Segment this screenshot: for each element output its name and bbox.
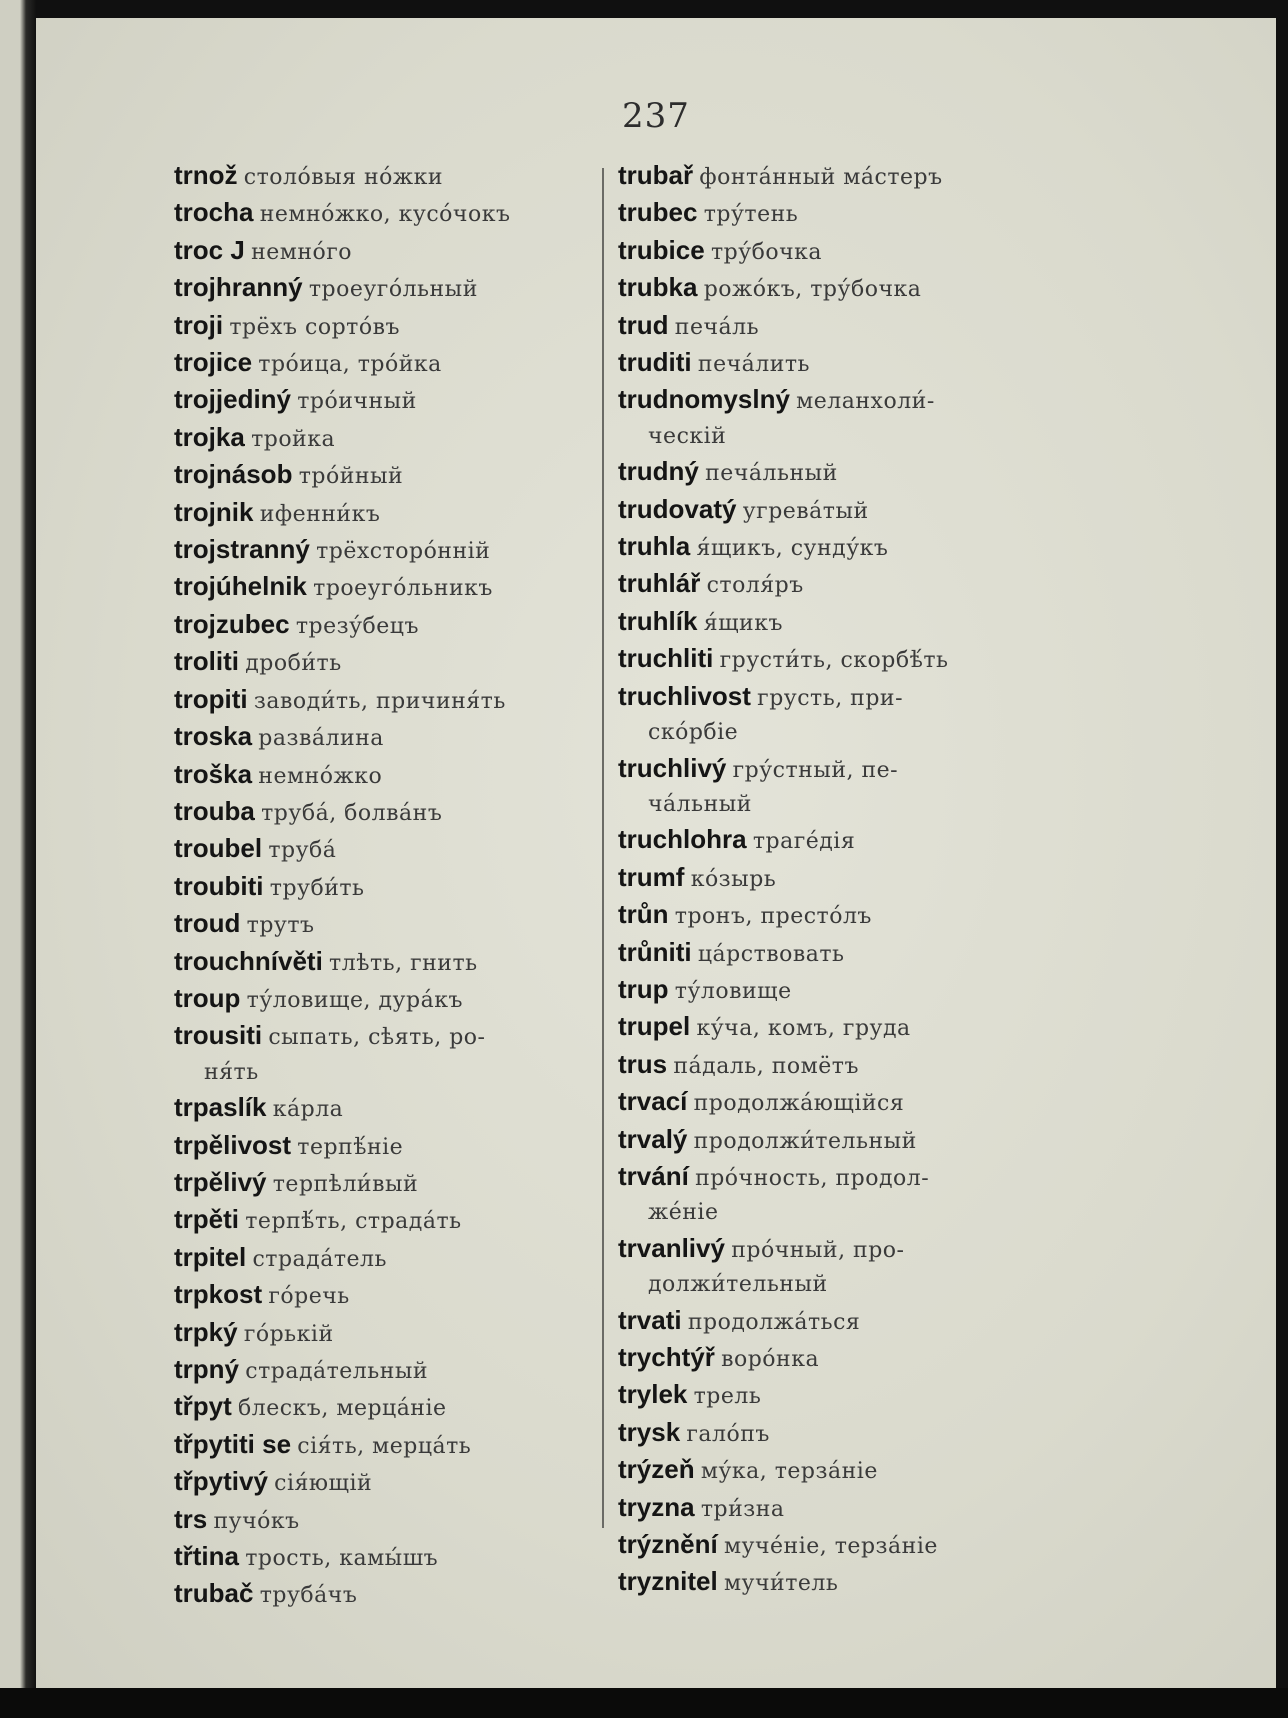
dictionary-entry [618, 860, 1078, 897]
dictionary-entry [174, 195, 626, 232]
dictionary-entry [618, 679, 1078, 751]
entry-translation: трутъ [246, 913, 315, 939]
entry-headword: trysk [618, 1416, 681, 1447]
dictionary-entry [618, 641, 1078, 678]
entry-headword: třpytiti se [174, 1428, 292, 1459]
dictionary-entry [174, 382, 626, 419]
dictionary-entry [618, 1415, 1078, 1452]
entry-translation-continuation: ско́рбіе [648, 720, 739, 746]
column-divider [602, 168, 604, 1528]
entry-translation-continuation: ча́льный [648, 791, 752, 817]
entry-headword: truchlivý [618, 752, 727, 783]
entry-translation: я́щикъ [703, 610, 783, 636]
dictionary-entry [618, 897, 1078, 934]
entry-headword: troška [174, 758, 253, 789]
entry-headword: trojjediný [174, 384, 292, 415]
entry-headword: trojnásob [174, 459, 293, 490]
dictionary-entry [174, 569, 626, 606]
dictionary-entry [174, 233, 626, 270]
entry-headword: trojstranný [174, 534, 310, 565]
entry-headword: trojnik [174, 496, 254, 527]
page-number: 237 [622, 96, 690, 136]
dictionary-entry [174, 869, 626, 906]
dictionary-entry [174, 1502, 626, 1539]
entry-translation: печа́лить [697, 352, 811, 378]
entry-translation: я́щикъ, сунду́къ [696, 536, 889, 562]
right-column [618, 158, 1078, 1602]
entry-translation: гало́пъ [686, 1421, 770, 1447]
dictionary-entry [618, 1452, 1078, 1489]
entry-headword: trojhranný [174, 272, 303, 303]
entry-headword: truhla [618, 531, 691, 562]
entry-translation: траге́дія [752, 829, 856, 855]
entry-translation: немно́жко, кусо́чокъ [259, 202, 511, 228]
entry-headword: trs [174, 1503, 208, 1534]
dictionary-entry [618, 935, 1078, 972]
dictionary-entry [618, 233, 1078, 270]
dictionary-entry [174, 1018, 626, 1090]
entry-translation: пучо́къ [213, 1508, 300, 1534]
entry-headword: trubec [618, 197, 698, 228]
entry-translation: заводи́ть, причиня́ть [253, 688, 506, 714]
dictionary-entry [618, 1084, 1078, 1121]
entry-headword: trpkost [174, 1279, 263, 1310]
entry-headword: troliti [174, 646, 239, 677]
entry-translation: разва́лина [258, 726, 384, 752]
entry-headword: truchliti [618, 643, 714, 674]
entry-translation: ту́ловище, дура́къ [246, 987, 463, 1013]
entry-translation: тру́тень [703, 202, 799, 228]
dictionary-entry [174, 345, 626, 382]
binding-edge [0, 0, 36, 1718]
entry-translation: труби́ть [269, 875, 365, 901]
dictionary-entry [174, 1090, 626, 1127]
dictionary-entry [618, 308, 1078, 345]
dictionary-entry [174, 719, 626, 756]
dictionary-entry [174, 1576, 626, 1613]
entry-headword: trudný [618, 456, 699, 487]
dictionary-entry [174, 607, 626, 644]
entry-translation: сія́ющій [274, 1471, 373, 1497]
dictionary-entry [618, 1564, 1078, 1601]
entry-headword: trvací [618, 1086, 688, 1117]
entry-translation: трель [693, 1384, 762, 1410]
entry-headword: truhlík [618, 605, 698, 636]
entry-translation: трость, камы́шъ [245, 1546, 439, 1572]
entry-headword: troup [174, 982, 241, 1013]
entry-headword: trvání [618, 1160, 689, 1191]
dictionary-entry [174, 944, 626, 981]
entry-headword: trumf [618, 861, 685, 892]
dictionary-entry [618, 566, 1078, 603]
dictionary-entry [618, 529, 1078, 566]
entry-headword: trocha [174, 197, 254, 228]
entry-translation: ту́ловище [674, 978, 792, 1004]
dictionary-entry [618, 1340, 1078, 1377]
dictionary-entry [618, 751, 1078, 823]
entry-translation: сыпать, сѣять, ро- [268, 1025, 486, 1051]
entry-headword: trpělivý [174, 1166, 267, 1197]
entry-headword: trojice [174, 347, 253, 378]
entry-headword: třpyt [174, 1391, 232, 1422]
entry-headword: trouba [174, 795, 255, 826]
entry-headword: trup [618, 973, 669, 1004]
dictionary-entry [618, 604, 1078, 641]
bottom-edge [0, 1688, 1288, 1718]
entry-translation: про́чность, продол- [695, 1165, 930, 1191]
entry-headword: trubař [618, 160, 694, 190]
entry-translation: троеуго́льный [308, 277, 478, 303]
entry-translation: па́даль, помётъ [673, 1053, 859, 1079]
entry-headword: trpný [174, 1354, 239, 1384]
dictionary-entry [174, 1128, 626, 1165]
entry-headword: trudnomyslný [618, 384, 790, 415]
entry-headword: trus [618, 1048, 668, 1079]
dictionary-entry [174, 831, 626, 868]
dictionary-entry [174, 457, 626, 494]
dictionary-entry [618, 1047, 1078, 1084]
entry-headword: truditi [618, 347, 692, 378]
entry-translation: труба́, болва́нъ [261, 800, 443, 826]
entry-translation: немно́го [251, 239, 353, 265]
dictionary-entry [174, 308, 626, 345]
entry-headword: troubiti [174, 870, 264, 901]
entry-translation: ца́рствовать [697, 941, 845, 967]
entry-translation: терпѣ́ть, страда́ть [245, 1209, 462, 1235]
entry-headword: trousiti [174, 1020, 263, 1051]
entry-translation: немно́жко [258, 763, 383, 789]
entry-translation: ка́рла [272, 1097, 344, 1123]
dictionary-entry [174, 1389, 626, 1426]
entry-translation: три́зна [700, 1496, 785, 1522]
entry-translation: угрева́тый [742, 498, 869, 524]
entry-headword: tryznitel [618, 1566, 718, 1597]
entry-translation: тро́йный [298, 464, 404, 490]
entry-headword: troc J [174, 234, 245, 265]
entry-translation: грусти́ть, скорбѣ́ть [719, 648, 949, 674]
dictionary-entry [618, 1122, 1078, 1159]
dictionary-entry [618, 345, 1078, 382]
entry-translation: воро́нка [721, 1347, 820, 1372]
dictionary-entry [174, 682, 626, 719]
entry-headword: trojka [174, 421, 245, 452]
entry-headword: troud [174, 908, 241, 939]
dictionary-entry [618, 270, 1078, 307]
entry-translation: фонта́нный ма́стеръ [699, 165, 943, 190]
dictionary-entry [174, 1277, 626, 1314]
entry-headword: tropiti [174, 683, 248, 714]
entry-translation: столя́ръ [706, 573, 804, 599]
entry-headword: trnož [174, 160, 238, 190]
entry-headword: trud [618, 309, 669, 340]
entry-translation: печа́льный [705, 461, 838, 487]
dictionary-entry [174, 644, 626, 681]
entry-headword: troubel [174, 833, 263, 864]
entry-headword: trvati [618, 1304, 682, 1335]
entry-translation: муче́ніе, терза́ніе [723, 1534, 938, 1560]
entry-headword: trubka [618, 272, 698, 303]
entry-headword: trupel [618, 1011, 691, 1042]
entry-headword: troji [174, 309, 224, 340]
entry-translation: труба́чъ [259, 1583, 358, 1609]
entry-translation: терпѣли́вый [272, 1171, 419, 1197]
entry-translation: тру́бочка [710, 239, 823, 265]
entry-translation-continuation: же́ніе [648, 1200, 719, 1226]
entry-translation: блескъ, мерца́ніе [238, 1396, 447, 1422]
dictionary-entry [618, 822, 1078, 859]
entry-translation: грусть, при- [757, 685, 904, 711]
entry-headword: třpytivý [174, 1466, 268, 1497]
entry-translation: трёхсторо́нній [316, 539, 491, 565]
dictionary-entry [174, 1464, 626, 1501]
entry-translation: тро́ичный [297, 389, 417, 415]
dictionary-entry [618, 382, 1078, 454]
entry-translation: троеуго́льникъ [313, 576, 493, 602]
entry-headword: troska [174, 721, 253, 752]
dictionary-entry [618, 972, 1078, 1009]
entry-translation: тройка [251, 426, 336, 452]
dictionary-entry [618, 158, 1078, 195]
entry-headword: trvalý [618, 1123, 688, 1154]
entry-translation: терпѣ́ніе [297, 1134, 404, 1160]
dictionary-entry [174, 981, 626, 1018]
entry-translation: гру́стный, пе- [732, 757, 899, 783]
entry-translation: тлѣть, гнить [329, 950, 478, 976]
entry-translation: труба́ [268, 838, 337, 864]
dictionary-entry [174, 1165, 626, 1202]
entry-translation: столо́выя но́жки [243, 165, 444, 190]
entry-translation: ку́ча, комъ, груда [696, 1016, 911, 1042]
dictionary-entry [174, 1352, 626, 1389]
dictionary-entry [174, 495, 626, 532]
entry-headword: trpaslík [174, 1092, 267, 1123]
dictionary-entry [618, 1377, 1078, 1414]
dictionary-entry [618, 1527, 1078, 1564]
entry-headword: trojúhelnik [174, 571, 307, 602]
entry-translation: продолжа́ющійся [693, 1091, 905, 1117]
entry-translation: печа́ль [674, 314, 760, 340]
dictionary-entry [174, 906, 626, 943]
dictionary-entry [618, 1159, 1078, 1231]
entry-translation: меланхоли́- [796, 389, 935, 415]
dictionary-entry [174, 794, 626, 831]
dictionary-entry [174, 270, 626, 307]
dictionary-entry [618, 195, 1078, 232]
entry-headword: trychtýř [618, 1342, 715, 1372]
entry-translation-continuation: ня́ть [204, 1059, 259, 1085]
dictionary-entry [618, 454, 1078, 491]
entry-headword: trýznění [618, 1529, 718, 1560]
entry-translation: го́речь [268, 1284, 350, 1310]
dictionary-entry [174, 158, 626, 195]
entry-translation: ифенни́къ [259, 501, 381, 527]
entry-headword: trpěti [174, 1204, 239, 1235]
entry-headword: trubice [618, 234, 705, 265]
entry-translation: продолжа́ться [687, 1309, 861, 1335]
entry-headword: trůn [618, 899, 669, 930]
entry-headword: trpělivost [174, 1129, 292, 1160]
entry-headword: trpký [174, 1316, 238, 1347]
dictionary-entry [174, 420, 626, 457]
dictionary-entry [174, 757, 626, 794]
entry-translation: страда́тель [252, 1246, 387, 1272]
left-column [174, 158, 626, 1614]
entry-headword: tryzna [618, 1491, 695, 1522]
dictionary-entry [174, 532, 626, 569]
entry-headword: trvanlivý [618, 1232, 725, 1263]
dictionary-entry [174, 1202, 626, 1239]
entry-headword: truhlář [618, 568, 701, 599]
dictionary-entry [618, 1303, 1078, 1340]
dictionary-entry [174, 1539, 626, 1576]
entry-translation: трезу́бецъ [295, 613, 419, 639]
entry-headword: truchlohra [618, 824, 747, 855]
entry-headword: trudovatý [618, 493, 737, 524]
dictionary-entry [618, 492, 1078, 529]
entry-headword: trojzubec [174, 608, 290, 639]
dictionary-entry [618, 1231, 1078, 1303]
entry-translation: тронъ, престо́лъ [674, 904, 872, 930]
entry-translation-continuation: ческій [648, 423, 727, 449]
entry-headword: trylek [618, 1379, 688, 1410]
dictionary-entry [174, 1240, 626, 1277]
dictionary-entry [618, 1490, 1078, 1527]
entry-headword: trýzeň [618, 1454, 695, 1485]
entry-headword: trubač [174, 1578, 254, 1609]
entry-translation: страда́тельный [245, 1359, 429, 1384]
entry-headword: třtina [174, 1541, 239, 1572]
entry-translation: дроби́ть [245, 651, 342, 677]
entry-headword: trouchnívěti [174, 945, 323, 976]
entry-translation: му́ка, терза́ніе [700, 1459, 878, 1485]
entry-translation: рожо́къ, тру́бочка [703, 277, 922, 303]
entry-translation-continuation: должи́тельный [648, 1272, 828, 1298]
dictionary-entry [174, 1315, 626, 1352]
entry-translation: продолжи́тельный [693, 1128, 917, 1154]
entry-translation: про́чный, про- [731, 1237, 905, 1263]
entry-translation: го́рькій [243, 1321, 334, 1347]
entry-headword: trůniti [618, 936, 692, 967]
entry-translation: сія́ть, мерца́ть [297, 1433, 472, 1459]
entry-translation: трёхъ сорто́въ [229, 314, 400, 340]
dictionary-entry [174, 1427, 626, 1464]
entry-translation: ко́зырь [690, 866, 777, 892]
entry-translation: тро́ица, тро́йка [258, 352, 442, 378]
entry-translation: мучи́тель [723, 1571, 839, 1597]
entry-headword: trpitel [174, 1241, 247, 1272]
entry-headword: truchlivost [618, 680, 751, 711]
dictionary-entry [618, 1009, 1078, 1046]
